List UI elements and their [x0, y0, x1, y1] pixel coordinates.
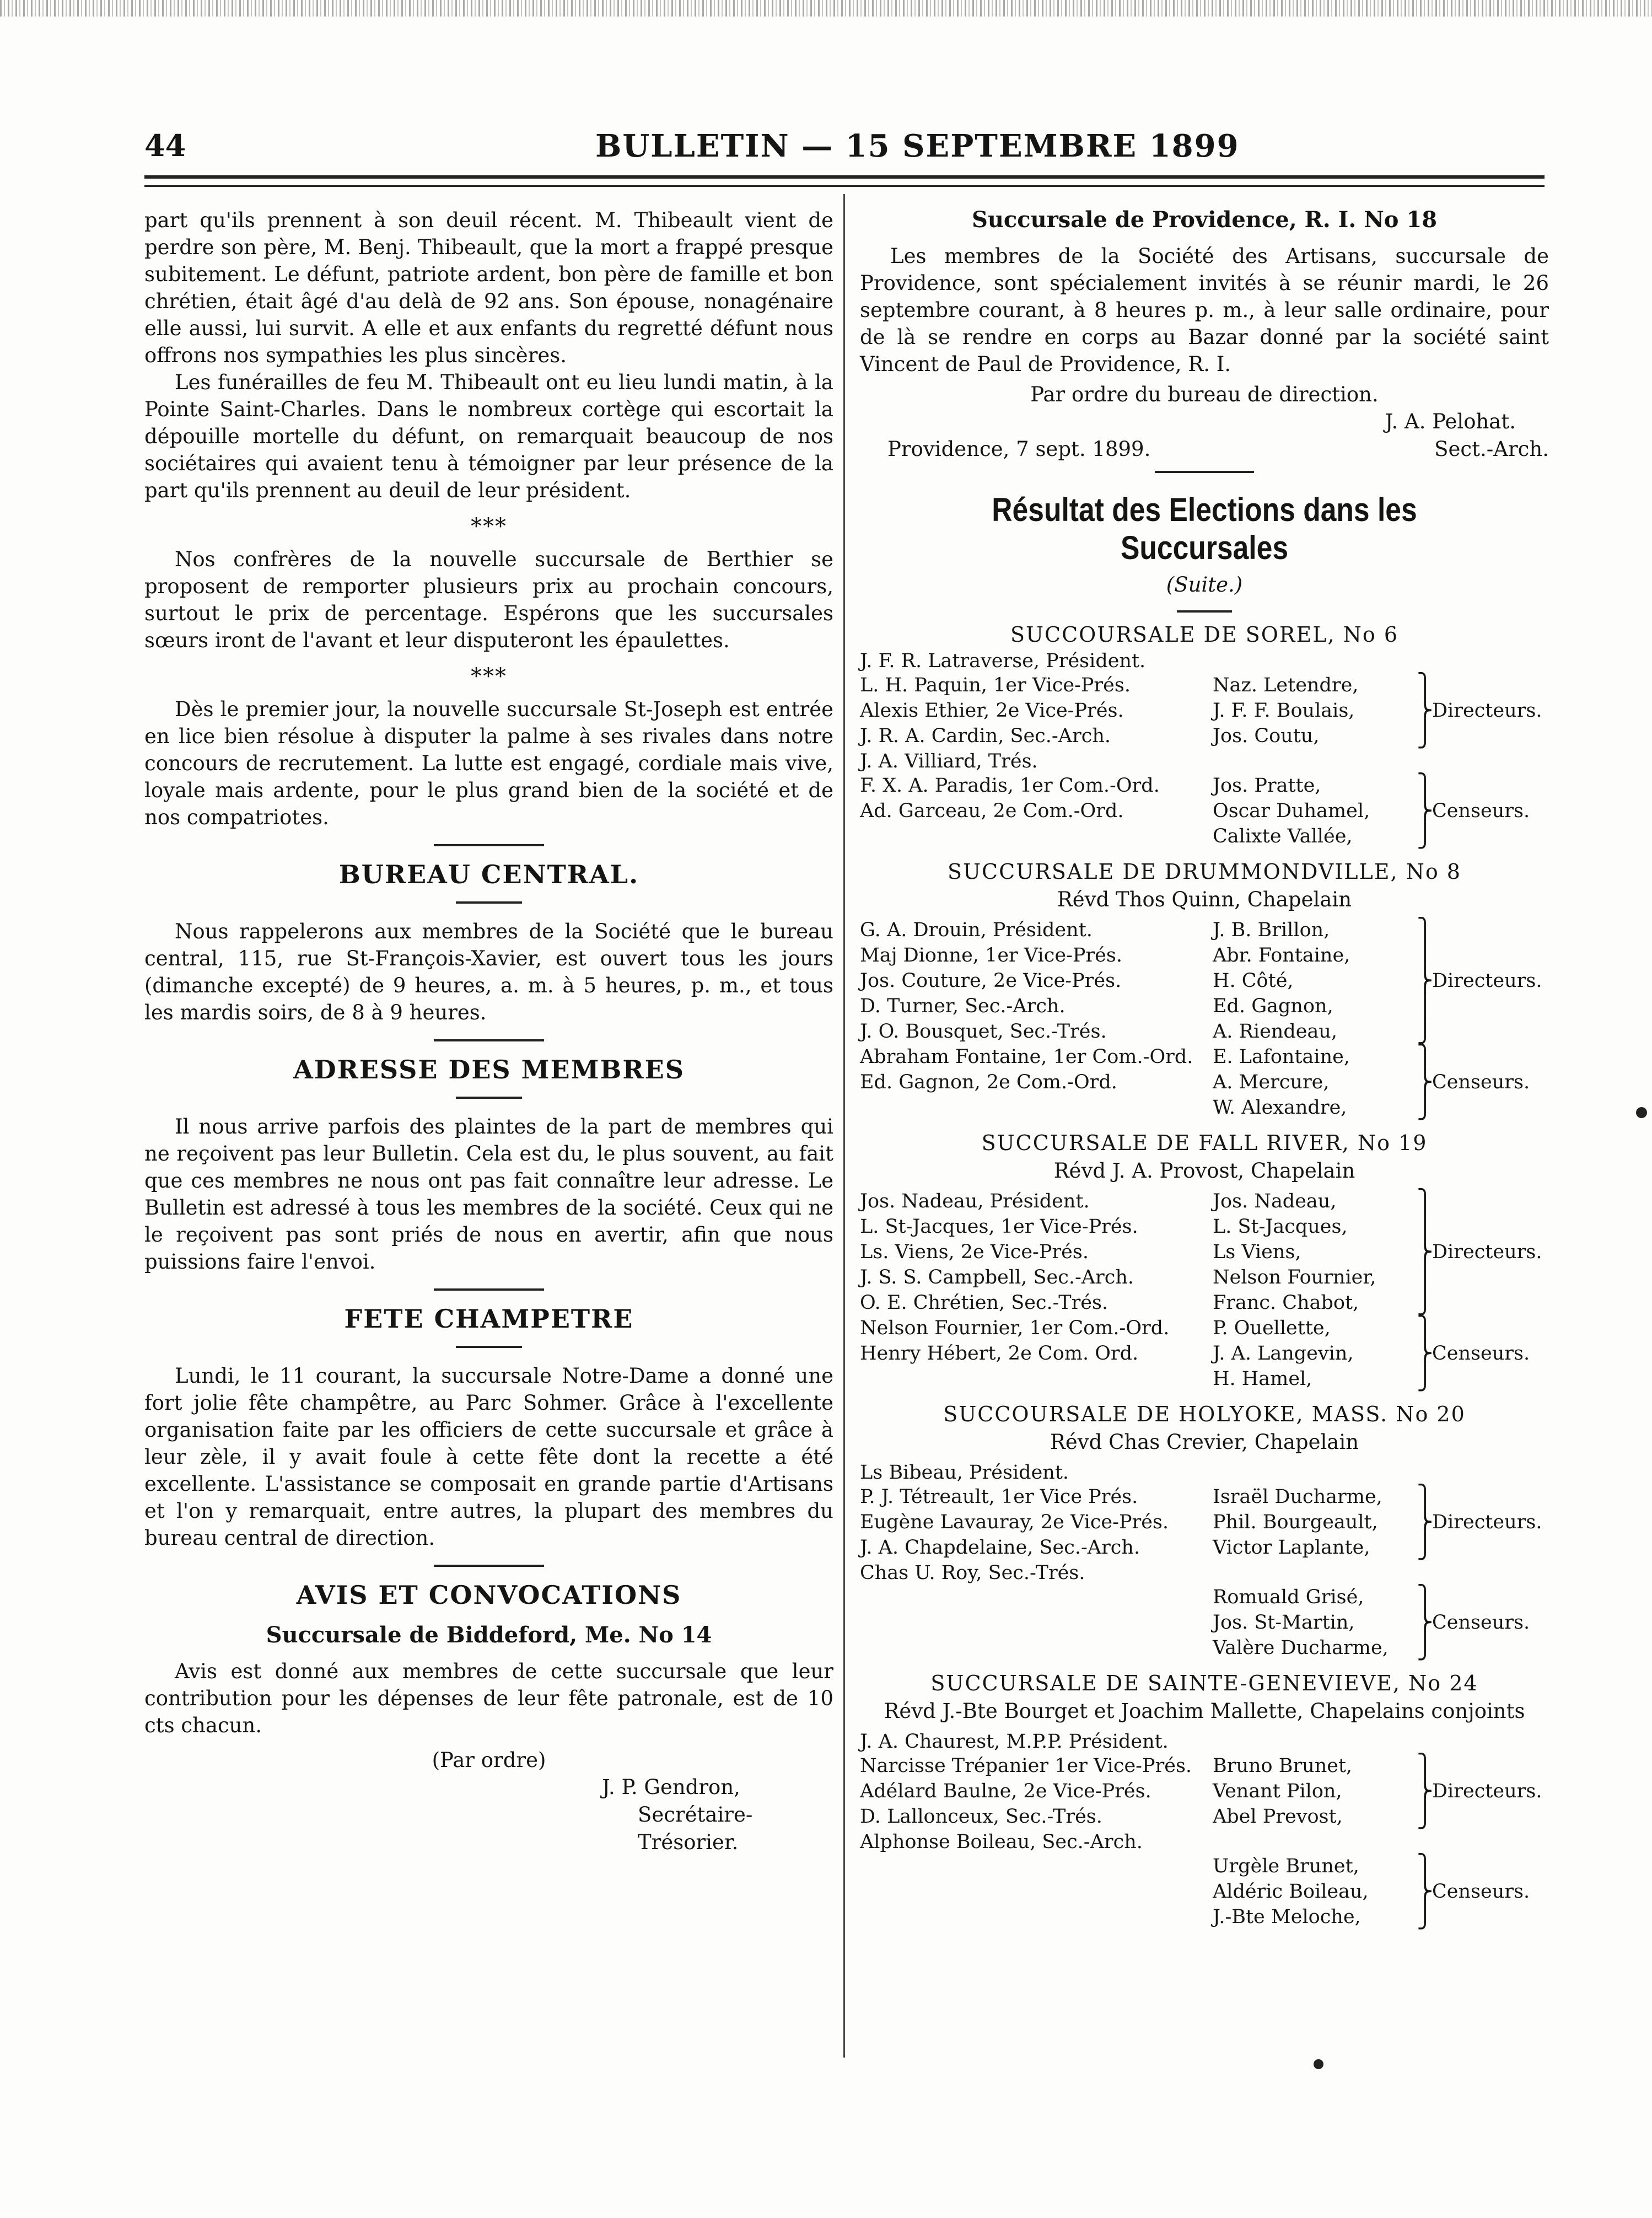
table-row — [860, 1561, 1549, 1585]
brace-cell — [1417, 943, 1549, 969]
table-row — [860, 1316, 1549, 1341]
brace-cell — [1417, 799, 1549, 824]
section-title-avis: AVIS ET CONVOCATIONS — [296, 1580, 682, 1610]
table-row — [860, 1510, 1549, 1535]
directors-label: Directeurs. — [1432, 700, 1542, 722]
officer-cell: Ls. Viens, 2e Vice-Prés. — [860, 1241, 1089, 1263]
table-row — [860, 1636, 1549, 1661]
branch-chaplain: Révd J. A. Provost, Chapelain — [1053, 1159, 1355, 1183]
brace-cell — [1417, 1905, 1549, 1930]
officer-cell — [860, 1610, 1213, 1636]
officer-cell: J. A. Chapdelaine, Sec.-Arch. — [860, 1537, 1140, 1559]
brace-glyph: ⎫ — [1417, 1044, 1433, 1070]
directors-label: Directeurs. — [1432, 1511, 1542, 1533]
officer-cell — [860, 824, 1213, 850]
brace-cell — [1417, 994, 1549, 1019]
board-member-cell: J.-Bte Meloche, — [1213, 1906, 1361, 1928]
branch-block — [860, 1129, 1549, 1392]
par-ordre: (Par ordre) — [432, 1748, 546, 1772]
branch-block — [860, 620, 1549, 850]
brace-glyph: ⎫ — [1417, 673, 1433, 698]
brace-glyph: ⎬ — [1417, 1610, 1433, 1635]
notice-title-providence: Succursale de Providence, R. I. No 18 — [971, 207, 1438, 233]
brace-cell — [1417, 1045, 1549, 1070]
table-row — [860, 918, 1549, 943]
directors-label: Directeurs. — [1432, 1241, 1542, 1263]
officer-cell — [860, 1854, 1213, 1879]
officer-cell: J. A. Villiard, Trés. — [860, 750, 1038, 772]
board-member-cell: Ls Viens, — [1213, 1241, 1301, 1263]
board-member-cell: Naz. Letendre, — [1213, 674, 1359, 696]
brace-glyph: ⎪ — [1417, 1265, 1433, 1290]
branch-chaplain: Révd Chas Crevier, Chapelain — [1050, 1430, 1359, 1454]
table-row — [860, 1045, 1549, 1070]
paragraph: Nous rappelerons aux membres de la Société que le bureau central, 115, rue St-François-Xavier, est ouvert tous les jours (dimanche excepté) de 9 heures, a. m. à 5 heures, p. m., et tous les mardis soirs, de 8 à 9 heures. — [144, 920, 833, 1024]
signature-title: Secrétaire-Trésorier. — [638, 1803, 753, 1854]
paragraph: Dès le premier jour, la nouvelle succursale St-Joseph est entrée en lice bien résolue à disputer la palme à ses rivales dans notre concours de recrutement. La lutte est engagé, cordiale mais vive, loyale mais ardente, pour le plus grand bien de la société et de nos compatriotes. — [144, 697, 833, 829]
table-row — [860, 1854, 1549, 1879]
officer-cell: Jos. Couture, 2e Vice-Prés. — [860, 970, 1122, 992]
directors-label: Directeurs. — [1432, 970, 1542, 992]
brace-glyph: ⎬ — [1417, 1879, 1433, 1904]
brace-cell — [1417, 1779, 1549, 1805]
board-member-cell: P. Ouellette, — [1213, 1317, 1331, 1339]
board-member-cell — [1213, 1460, 1417, 1485]
board-member-cell: J. F. F. Boulais, — [1213, 700, 1355, 722]
officer-cell: Alexis Ethier, 2e Vice-Prés. — [860, 700, 1124, 722]
officer-cell: J. F. R. Latraverse, Président. — [860, 650, 1146, 672]
table-row — [860, 1019, 1549, 1045]
board-member-cell: Calixte Vallée, — [1213, 825, 1353, 847]
brace-cell — [1417, 1189, 1549, 1215]
brace-cell — [1417, 724, 1549, 749]
board-member-cell: Romuald Grisé, — [1213, 1586, 1364, 1608]
brace-cell — [1417, 1316, 1549, 1341]
brace-cell — [1417, 1636, 1549, 1661]
right-column — [860, 207, 1549, 1930]
brace-cell — [1417, 1730, 1549, 1754]
brace-cell — [1417, 1215, 1549, 1240]
branch-title: SUCCURSALE DE SAINTE-GENEVIEVE, No 24 — [930, 1671, 1478, 1695]
table-row — [860, 1460, 1549, 1485]
brace-glyph: ⎫ — [1417, 1753, 1433, 1779]
brace-cell — [1417, 824, 1549, 850]
section-rule — [456, 1346, 522, 1348]
section-rule — [434, 1039, 544, 1041]
table-row — [860, 774, 1549, 799]
brace-cell — [1417, 918, 1549, 943]
signature-name: J. A. Pelohat. — [1385, 410, 1516, 433]
officers-table — [860, 1460, 1549, 1661]
board-member-cell — [1213, 1561, 1417, 1585]
paragraph: Il nous arrive parfois des plaintes de la part de membres qui ne reçoivent pas leur Bulletin. Cela est du, le plus souvent, au fait que ces membres ne nous ont pas fait connaître leur adresse. Le Bulletin est adressé à tous les membres de la société. Ceux qui ne le reçoivent pas sont priés de nous en avertir, afin que nous puissions faire l'envoi. — [144, 1115, 833, 1274]
section-rule — [456, 1097, 522, 1099]
table-row — [860, 1367, 1549, 1392]
section-rule — [1155, 471, 1254, 473]
brace-glyph: ⎬ — [1417, 968, 1433, 993]
brace-cell — [1417, 1341, 1549, 1367]
brace-glyph: ⎭ — [1417, 723, 1433, 749]
board-member-cell: Bruno Brunet, — [1213, 1755, 1353, 1777]
brace-cell — [1417, 1610, 1549, 1636]
table-row — [860, 1291, 1549, 1316]
brace-glyph: ⎫ — [1417, 1585, 1433, 1610]
board-member-cell: Phil. Bourgeault, — [1213, 1511, 1378, 1533]
brace-glyph: ⎭ — [1417, 1635, 1433, 1661]
table-row — [860, 1535, 1549, 1561]
table-row — [860, 1879, 1549, 1905]
brace-cell — [1417, 1485, 1549, 1510]
table-row — [860, 943, 1549, 969]
table-row — [860, 1754, 1549, 1779]
officer-cell: Chas U. Roy, Sec.-Trés. — [860, 1562, 1085, 1584]
board-member-cell: H. Côté, — [1213, 970, 1294, 992]
header-rule-thin — [144, 185, 1545, 187]
brace-cell — [1417, 699, 1549, 724]
officer-cell — [860, 1636, 1213, 1661]
board-member-cell: Venant Pilon, — [1213, 1780, 1342, 1802]
brace-glyph: ⎬ — [1417, 1239, 1433, 1265]
brace-glyph: ⎭ — [1417, 1290, 1433, 1315]
board-member-cell: J. B. Brillon, — [1213, 919, 1330, 941]
brace-cell — [1417, 649, 1549, 673]
brace-glyph: ⎫ — [1417, 1484, 1433, 1510]
officer-cell: Nelson Fournier, 1er Com.-Ord. — [860, 1317, 1170, 1339]
signature-role: Sect.-Arch. — [1434, 437, 1549, 461]
officer-cell: Ls Bibeau, Président. — [860, 1462, 1069, 1484]
brace-glyph: ⎭ — [1417, 1804, 1433, 1829]
brace-glyph: ⎬ — [1417, 1779, 1433, 1804]
branch-title: SUCCURSALE DE DRUMMONDVILLE, No 8 — [948, 860, 1461, 884]
board-member-cell: Israël Ducharme, — [1213, 1486, 1382, 1508]
table-row — [860, 1215, 1549, 1240]
officer-cell: G. A. Drouin, Président. — [860, 919, 1093, 941]
board-member-cell: W. Alexandre, — [1213, 1097, 1347, 1119]
brace-glyph: ⎭ — [1417, 1904, 1433, 1930]
brace-cell — [1417, 1830, 1549, 1854]
table-row — [860, 1905, 1549, 1930]
officer-cell — [860, 1095, 1213, 1121]
table-row — [860, 673, 1549, 699]
officer-cell: Alphonse Boileau, Sec.-Arch. — [860, 1831, 1143, 1853]
officer-cell: L. H. Paquin, 1er Vice-Prés. — [860, 674, 1131, 696]
board-member-cell — [1213, 649, 1417, 673]
brace-glyph: ⎭ — [1417, 1019, 1433, 1044]
censors-label: Censeurs. — [1432, 1612, 1530, 1634]
scan-speck — [1314, 2059, 1323, 2069]
officer-cell: D. Turner, Sec.-Arch. — [860, 995, 1066, 1017]
column-separator — [843, 194, 845, 2058]
brace-cell — [1417, 1879, 1549, 1905]
brace-cell — [1417, 1585, 1549, 1610]
brace-cell — [1417, 1854, 1549, 1879]
censors-label: Censeurs. — [1432, 800, 1530, 822]
table-row — [860, 1341, 1549, 1367]
branch-chaplain: Révd Thos Quinn, Chapelain — [1057, 888, 1352, 911]
table-row — [860, 994, 1549, 1019]
table-row — [860, 1830, 1549, 1854]
brace-cell — [1417, 673, 1549, 699]
table-row — [860, 969, 1549, 994]
officer-cell — [860, 1585, 1213, 1610]
table-row — [860, 1585, 1549, 1610]
board-member-cell: Abr. Fontaine, — [1213, 944, 1350, 966]
brace-glyph: ⎭ — [1417, 1535, 1433, 1560]
board-member-cell: Nelson Fournier, — [1213, 1266, 1376, 1288]
board-member-cell: Jos. Coutu, — [1213, 725, 1320, 747]
brace-cell — [1417, 1805, 1549, 1830]
table-row — [860, 1805, 1549, 1830]
officer-cell: J. O. Bousquet, Sec.-Trés. — [860, 1021, 1107, 1043]
brace-cell — [1417, 1095, 1549, 1121]
brace-cell — [1417, 1070, 1549, 1095]
asterism: *** — [471, 514, 507, 539]
scan-speck — [1636, 1107, 1647, 1118]
brace-glyph: ⎫ — [1417, 1854, 1433, 1879]
brace-cell — [1417, 1019, 1549, 1045]
table-row — [860, 1265, 1549, 1291]
table-row — [860, 1189, 1549, 1215]
table-row — [860, 1485, 1549, 1510]
table-row — [860, 1730, 1549, 1754]
officer-cell — [860, 1905, 1213, 1930]
officer-cell: L. St-Jacques, 1er Vice-Prés. — [860, 1216, 1138, 1238]
left-column — [144, 207, 833, 1856]
board-member-cell — [1213, 1730, 1417, 1754]
section-title-fete: FETE CHAMPETRE — [344, 1304, 634, 1334]
brace-glyph: ⎪ — [1417, 1214, 1433, 1239]
paragraph: Avis est donné aux membres de cette succursale que leur contribution pour les dépenses de leur fête patronale, est de 10 cts chacun. — [144, 1660, 833, 1737]
brace-cell — [1417, 1460, 1549, 1485]
brace-glyph: ⎫ — [1417, 1315, 1433, 1341]
brace-glyph: ⎫ — [1417, 1189, 1433, 1214]
brace-cell — [1417, 774, 1549, 799]
board-member-cell: Jos. Nadeau, — [1213, 1190, 1337, 1212]
paragraph: Les funérailles de feu M. Thibeault ont eu lieu lundi matin, à la Pointe Saint-Charles. Dans le nombreux cortège qui escortait la dépouille mortelle du défunt, on remarquait beaucoup de nos sociétaires qui avaient tenu à témoigner par leur présence de la part qu'ils prennent au deuil de leur président. — [144, 370, 833, 502]
brace-cell — [1417, 1240, 1549, 1265]
notice-title-biddeford: Succursale de Biddeford, Me. No 14 — [266, 1622, 712, 1648]
brace-glyph: ⎭ — [1417, 1095, 1433, 1120]
board-member-cell: A. Riendeau, — [1213, 1021, 1337, 1043]
running-header: BULLETIN — 15 SEPTEMBRE 1899 — [595, 128, 1240, 164]
scan-noise-top — [0, 0, 1652, 17]
board-member-cell: Franc. Chabot, — [1213, 1292, 1359, 1314]
section-title-bureau: BUREAU CENTRAL. — [338, 860, 639, 889]
section-rule — [1177, 610, 1232, 613]
branch-block — [860, 857, 1549, 1121]
brace-glyph: ⎫ — [1417, 773, 1433, 798]
table-row — [860, 799, 1549, 824]
officer-cell: Ed. Gagnon, 2e Com.-Ord. — [860, 1071, 1117, 1093]
directors-label: Directeurs. — [1432, 1780, 1542, 1802]
board-member-cell: Jos. Pratte, — [1213, 775, 1321, 797]
date-line — [860, 436, 1549, 463]
board-member-cell: A. Mercure, — [1213, 1071, 1330, 1093]
date: Providence, 7 sept. 1899. — [887, 437, 1151, 461]
board-member-cell: J. A. Langevin, — [1213, 1342, 1354, 1365]
brace-cell — [1417, 1754, 1549, 1779]
results-title: Résultat des Elections dans les Succursales — [992, 491, 1417, 566]
brace-cell — [1417, 1535, 1549, 1561]
officer-cell: Ad. Garceau, 2e Com.-Ord. — [860, 800, 1124, 822]
officer-cell: P. J. Tétreault, 1er Vice Prés. — [860, 1486, 1138, 1508]
brace-glyph: ⎬ — [1417, 698, 1433, 723]
asterism: *** — [471, 664, 507, 689]
officer-cell: Eugène Lavauray, 2e Vice-Prés. — [860, 1511, 1169, 1533]
officer-cell: J. A. Chaurest, M.P.P. Président. — [860, 1731, 1169, 1753]
censors-label: Censeurs. — [1432, 1342, 1530, 1365]
table-row — [860, 1095, 1549, 1121]
brace-cell — [1417, 749, 1549, 774]
par-ordre: Par ordre du bureau de direction. — [1030, 383, 1379, 406]
officers-table — [860, 918, 1549, 1121]
branch-title: SUCCOURSALE DE SOREL, No 6 — [1010, 622, 1399, 647]
section-rule — [456, 901, 522, 904]
officer-cell: O. E. Chrétien, Sec.-Trés. — [860, 1292, 1108, 1314]
brace-glyph: ⎭ — [1417, 1366, 1433, 1392]
brace-cell — [1417, 1367, 1549, 1392]
board-member-cell — [1213, 1830, 1417, 1854]
page-number: 44 — [144, 128, 186, 163]
branch-block — [860, 1400, 1549, 1661]
header-rule — [144, 175, 1545, 179]
section-title-adresse: ADRESSE DES MEMBRES — [293, 1055, 685, 1084]
table-row — [860, 1610, 1549, 1636]
table-row — [860, 1779, 1549, 1805]
censors-label: Censeurs. — [1432, 1881, 1530, 1903]
brace-glyph: ⎭ — [1417, 824, 1433, 849]
brace-cell — [1417, 1510, 1549, 1535]
censors-label: Censeurs. — [1432, 1071, 1530, 1093]
results-subtitle: (Suite.) — [1166, 573, 1243, 597]
branch-title: SUCCURSALE DE FALL RIVER, No 19 — [981, 1131, 1428, 1155]
board-member-cell: L. St-Jacques, — [1213, 1216, 1348, 1238]
officer-cell — [860, 1879, 1213, 1905]
board-member-cell: H. Hamel, — [1213, 1368, 1312, 1390]
officer-cell: Abraham Fontaine, 1er Com.-Ord. — [860, 1046, 1193, 1068]
table-row — [860, 1070, 1549, 1095]
table-row — [860, 824, 1549, 850]
brace-cell — [1417, 969, 1549, 994]
brace-glyph: ⎪ — [1417, 993, 1433, 1019]
officer-cell: Narcisse Trépanier 1er Vice-Prés. — [860, 1755, 1192, 1777]
section-rule — [434, 1565, 544, 1567]
paragraph: Lundi, le 11 courant, la succursale Notre-Dame a donné une fort jolie fête champêtre, au Parc Sohmer. Grâce à l'excellente organisation faite par les officiers de cette succursale et grâce à leur zèle, il y avait foule à cette fête dont la recette a été excellente. L'assistance se composait en grande partie d'Artisans et l'on y remarquait, entre autres, la plupart des membres du bureau central de direction. — [144, 1364, 833, 1550]
board-member-cell: Urgèle Brunet, — [1213, 1855, 1359, 1877]
board-member-cell: Victor Laplante, — [1213, 1537, 1370, 1559]
brace-glyph: ⎬ — [1417, 798, 1433, 824]
table-row — [860, 649, 1549, 673]
officer-cell: J. S. S. Campbell, Sec.-Arch. — [860, 1266, 1134, 1288]
table-row — [860, 699, 1549, 724]
board-member-cell: Abel Prevost, — [1213, 1806, 1343, 1828]
brace-glyph: ⎬ — [1417, 1341, 1433, 1366]
signature-name: J. P. Gendron, — [602, 1775, 740, 1799]
officer-cell: D. Lallonceux, Sec.-Trés. — [860, 1806, 1102, 1828]
officer-cell: F. X. A. Paradis, 1er Com.-Ord. — [860, 775, 1160, 797]
paragraph: Les membres de la Société des Artisans, succursale de Providence, sont spécialement invités à se réunir mardi, le 26 septembre courant, à 8 heures p. m., à leur salle ordinaire, pour de là se rendre en corps au Bazar donné par la société saint Vincent de Paul de Providence, R. I. — [860, 244, 1549, 376]
branch-chaplain: Révd J.-Bte Bourget et Joachim Mallette, Chapelains conjoints — [884, 1699, 1525, 1723]
officers-table — [860, 1189, 1549, 1392]
brace-cell — [1417, 1265, 1549, 1291]
officer-cell: Henry Hébert, 2e Com. Ord. — [860, 1342, 1139, 1365]
brace-glyph: ⎬ — [1417, 1510, 1433, 1535]
branch-results — [860, 620, 1549, 1930]
brace-glyph: ⎬ — [1417, 1070, 1433, 1095]
officer-cell: Maj Dionne, 1er Vice-Prés. — [860, 944, 1122, 966]
branch-block — [860, 1669, 1549, 1930]
paragraph: Nos confrères de la nouvelle succursale de Berthier se proposent de remporter plusieurs prix au prochain concours, surtout le prix de percentage. Espérons que les succursales sœurs iront de l'avant et leur disputeront les épaulettes. — [144, 547, 833, 652]
board-member-cell: Aldéric Boileau, — [1213, 1881, 1369, 1903]
brace-cell — [1417, 1291, 1549, 1316]
officers-table — [860, 649, 1549, 850]
section-rule — [434, 1288, 544, 1291]
paragraph: part qu'ils prennent à son deuil récent. M. Thibeault vient de perdre son père, M. Benj. Thibeault, que la mort a frappé presque subitement. Le défunt, patriote ardent, bon père de famille et bon chrétien, était âgé d'au delà de 92 ans. Son épouse, nonagénaire elle aussi, lui survit. A elle et aux enfants du regretté défunt nous offrons nos sympathies les plus sincères. — [144, 208, 833, 367]
board-member-cell: Valère Ducharme, — [1213, 1637, 1389, 1659]
officers-table — [860, 1730, 1549, 1930]
table-row — [860, 749, 1549, 774]
officer-cell — [860, 1367, 1213, 1392]
officer-cell: Adélard Baulne, 2e Vice-Prés. — [860, 1780, 1151, 1802]
table-row — [860, 724, 1549, 749]
section-rule — [434, 844, 544, 846]
brace-glyph: ⎪ — [1417, 943, 1433, 968]
table-row — [860, 1240, 1549, 1265]
branch-title: SUCCOURSALE DE HOLYOKE, MASS. No 20 — [943, 1402, 1466, 1426]
board-member-cell: Jos. St-Martin, — [1213, 1612, 1355, 1634]
board-member-cell: Ed. Gagnon, — [1213, 995, 1333, 1017]
brace-glyph: ⎫ — [1417, 917, 1433, 943]
officer-cell: J. R. A. Cardin, Sec.-Arch. — [860, 725, 1111, 747]
officer-cell: Jos. Nadeau, Président. — [860, 1190, 1090, 1212]
brace-cell — [1417, 1561, 1549, 1585]
board-member-cell: E. Lafontaine, — [1213, 1046, 1350, 1068]
board-member-cell — [1213, 749, 1417, 774]
board-member-cell: Oscar Duhamel, — [1213, 800, 1370, 822]
